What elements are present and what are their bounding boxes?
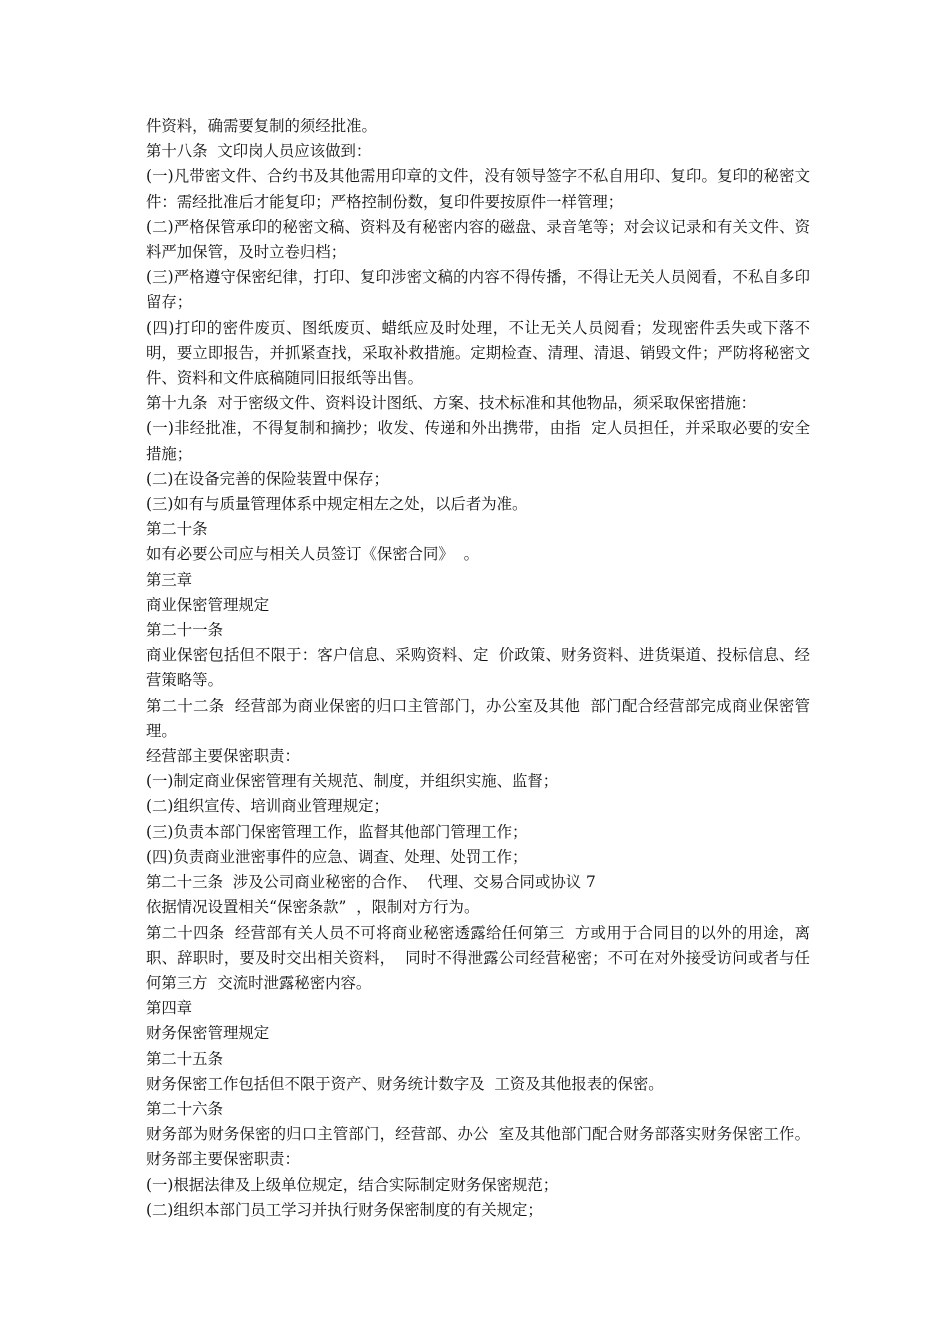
article-heading: 第二十六条 [146,1099,223,1118]
chapter-title: 财务保密管理规定 [146,1024,270,1043]
chapter-heading: 第三章 [146,570,193,589]
text-line: (三)负责本部门保密管理工作，监督其他部门管理工作； [146,822,528,841]
text-line: (二)组织本部门员工学习并执行财务保密制度的有关规定； [146,1200,543,1219]
article-heading: 第二十二条 经营部为商业保密的归口主管部门，办公室及其他 部门配合经营部完成商业保密管理。 [146,696,810,740]
text-line: 经营部主要保密职责： [146,747,300,766]
text-line: (一)凡带密文件、合约书及其他需用印章的文件，没有领导签字不私自用印、复印。复印的秘密文件：需经批准后才能复印；严格控制份数，复印件要按原件一样管理； [146,167,810,211]
text-line: (四)负责商业泄密事件的应急、调查、处理、处罚工作； [146,847,528,866]
text-line: 依据情况设置相关“保密条款” ，限制对方行为。 [146,898,480,917]
text-line: (一)根据法律及上级单位规定，结合实际制定财务保密规范； [146,1175,559,1194]
text-line: 商业保密包括但不限于：客户信息、采购资料、定 价政策、财务资料、进货渠道、投标信息、经营策略等。 [146,646,810,690]
text-line: (二)在设备完善的保险装置中保存； [146,469,389,488]
document-body [146,114,810,1223]
text-line: 财务保密工作包括但不限于资产、财务统计数字及 工资及其他报表的保密。 [146,1074,664,1093]
text-line: (四)打印的密件废页、图纸废页、蜡纸应及时处理，不让无关人员阅看；发现密件丢失或下落不明，要立即报告，并抓紧查找，采取补救措施。定期检查、清理、清退、销毁文件；严防将秘密文件、资料和文件底稿随同旧报纸等出售。 [146,318,810,388]
article-heading: 第二十一条 [146,621,223,640]
chapter-heading: 第四章 [146,999,193,1018]
text-line: 件资料，确需要复制的须经批准。 [146,117,377,135]
chapter-title: 商业保密管理规定 [146,595,270,614]
article-heading: 第二十四条 经营部有关人员不可将商业秘密透露给任何第三 方或用于合同目的以外的用途，离职、辞职时，要及时交出相关资料， 同时不得泄露公司经营秘密；不可在对外接受访问或者与任何第三方 交流时泄露秘密内容。 [146,923,810,992]
article-heading: 第十八条 文印岗人员应该做到： [146,142,372,161]
text-line: (一)制定商业保密管理有关规范、制度，并组织实施、监督； [146,772,559,791]
article-heading: 第二十三条 涉及公司商业秘密的合作、 代理、交易合同或协议 7 [146,873,596,892]
text-line: (二)组织宣传、培训商业管理规定； [146,797,389,816]
text-line: 财务部为财务保密的归口主管部门，经营部、办公 室及其他部门配合财务部落实财务保密工作。财务部主要保密职责： [146,1125,810,1169]
text-line: (一)非经批准，不得复制和摘抄；收发、传递和外出携带，由指 定人员担任，并采取必要的安全措施； [146,419,810,463]
article-heading: 第二十五条 [146,1049,223,1068]
text-line: (二)严格保管承印的秘密文稿、资料及有秘密内容的磁盘、录音笔等；对会议记录和有关文件、资料严加保管，及时立卷归档； [146,217,810,262]
text-line: (三)如有与质量管理体系中规定相左之处，以后者为准。 [146,495,528,514]
text-line: 如有必要公司应与相关人员签订《保密合同》 。 [146,545,479,564]
article-heading: 第十九条 对于密级文件、资料设计图纸、方案、技术标准和其他物品，须采取保密措施： [146,394,757,413]
text-line: (三)严格遵守保密纪律，打印、复印涉密文稿的内容不得传播，不得让无关人员阅看，不私自多印留存； [146,268,810,312]
article-heading: 第二十条 [146,520,208,539]
